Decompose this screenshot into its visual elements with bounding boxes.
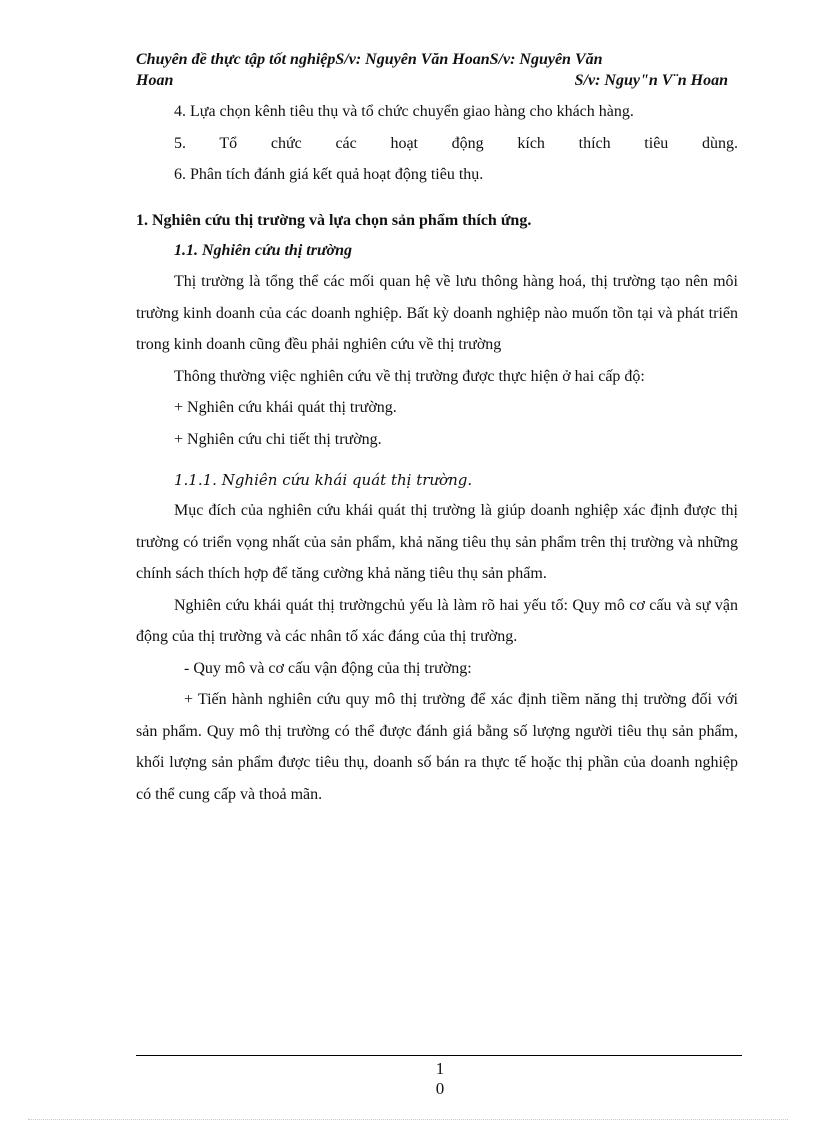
list-item-6: 6. Phân tích đánh giá kết quả hoạt động tiêu thụ. <box>174 166 484 183</box>
document-body <box>136 96 738 810</box>
paragraph-market-definition <box>136 266 738 361</box>
header-line-2-right: S/v: Nguy"n V¨n Hoan <box>574 72 728 89</box>
paragraph-research-levels: Thông thường việc nghiên cứu về thị trường được thực hiện ở hai cấp độ: <box>174 367 645 385</box>
dash-item-scale-structure: - Quy mô và cơ cấu vận động của thị trường: <box>184 659 472 677</box>
header-line-1: Chuyên đề thực tập tốt nghiệpS/v: Nguyên Văn HoanS/v: Nguyên Văn <box>136 51 603 68</box>
page-header <box>136 49 740 91</box>
footer-rule <box>136 1055 742 1056</box>
page-boundary <box>28 1119 788 1120</box>
paragraph-research-factors <box>136 590 738 653</box>
paragraph-research-purpose-text: Mục đích của nghiên cứu khái quát thị trường là giúp doanh nghiệp xác định được thị trường có triển vọng nhất của sản phẩm, khả năng tiêu thụ sản phẩm trên thị trường và những chính sách thích hợp để tăng cường khả năng tiêu thụ sản phẩm. <box>136 502 738 582</box>
list-item-4: 4. Lựa chọn kênh tiêu thụ và tổ chức chuyển giao hàng cho khách hàng. <box>174 103 634 120</box>
bullet-detailed-research: + Nghiên cứu chi tiết thị trường. <box>174 430 382 448</box>
section-heading-1: 1. Nghiên cứu thị trường và lựa chọn sản phẩm thích ứng. <box>136 211 532 229</box>
page-number-top: 1 <box>435 1059 445 1078</box>
page-number-bottom: 0 <box>435 1079 445 1098</box>
paragraph-research-purpose <box>136 495 738 590</box>
paragraph-market-definition-text: Thị trường là tổng thể các mối quan hệ về lưu thông hàng hoá, thị trường tạo nên môi trường kinh doanh của các doanh nghiệp. Bất kỳ doanh nghiệp nào muốn tồn tại và phát triển trong kinh doanh cũng đều phải nghiên cứu về thị trường <box>136 273 738 353</box>
header-line-2 <box>136 70 740 91</box>
list-item-5: 5. Tổ chức các hoạt động kích thích tiêu dùng. <box>174 134 738 152</box>
section-heading-1-1-1: 1.1.1. Nghiên cứu khái quát thị trường. <box>174 471 473 489</box>
paragraph-research-factors-text: Nghiên cứu khái quát thị trườngchủ yếu là làm rõ hai yếu tố: Quy mô cơ cấu và sự vận động của thị trường và các nhân tố xác đáng của thị trường. <box>136 596 738 645</box>
section-heading-1-1: 1.1. Nghiên cứu thị trường <box>174 242 353 259</box>
paragraph-market-scale <box>136 684 738 810</box>
paragraph-market-scale-text: + Tiến hành nghiên cứu quy mô thị trường để xác định tiềm năng thị trường đối với sản phẩm. Quy mô thị trường có thể được đánh giá bằng số lượng người tiêu thụ sản phẩm, khối lượng sản phẩm được tiêu thụ, doanh số bán ra thực tế hoặc thị phần của doanh nghiệp có thể cung cấp và thoả mãn. <box>136 691 738 803</box>
bullet-general-research: + Nghiên cứu khái quát thị trường. <box>174 399 397 416</box>
page-number <box>425 1059 455 1099</box>
header-line-2-left: Hoan <box>136 72 174 89</box>
